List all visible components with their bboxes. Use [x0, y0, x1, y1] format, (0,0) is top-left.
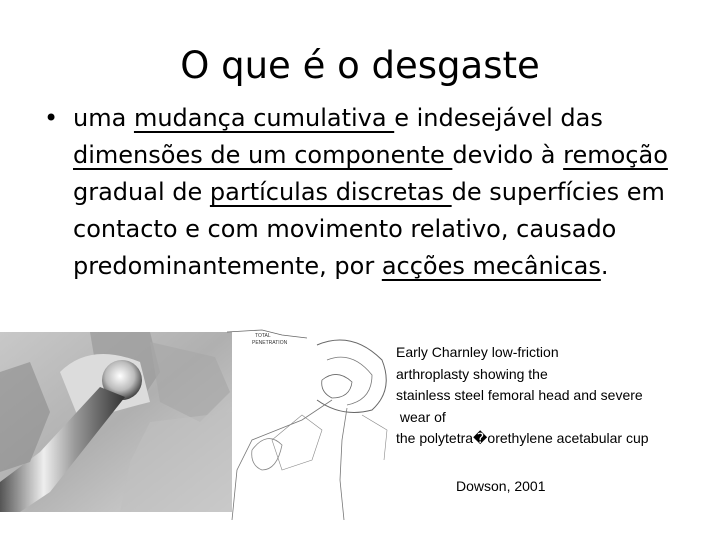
image-caption [396, 342, 716, 450]
bullet-marker: • [44, 104, 59, 132]
underlined-term: dimensões de um componente [73, 141, 453, 169]
caption-line: wear of [396, 408, 446, 425]
diagram-label-top: TOTAL [255, 333, 271, 339]
paragraph-text-run: . [600, 252, 609, 280]
paragraph-text-run: uma [73, 104, 134, 132]
caption-line: Early Charnley low-friction [396, 344, 559, 360]
slide-title: O que é o desgaste [180, 44, 540, 87]
underlined-term: remoção [563, 141, 668, 169]
underlined-term: acções mecânicas [381, 252, 601, 280]
radiograph-photo [0, 332, 232, 512]
diagram-label: PENETRATION [252, 340, 288, 346]
reference-citation: Dowson, 2001 [456, 478, 546, 494]
bullet-text-block [44, 100, 684, 285]
wear-diagram-drawing [222, 320, 392, 520]
caption-line: arthroplasty showing the [396, 365, 548, 382]
paragraph-text-run: e indesejável das [394, 104, 603, 132]
paragraph-text-run: gradual de [73, 178, 210, 206]
caption-line: stainless steel femoral head and severe [396, 387, 643, 403]
caption-line: the polytetra�orethylene acetabular cup [396, 430, 649, 446]
underlined-term: partículas discretas [209, 178, 452, 206]
underlined-term: mudança cumulativa [133, 104, 395, 132]
paragraph-text-run: devido à [452, 141, 564, 169]
paragraph-text-run: de superfícies em contacto e com movimento relativo, causado predominantemente, por [73, 178, 665, 280]
wear-definition-paragraph [73, 100, 684, 285]
